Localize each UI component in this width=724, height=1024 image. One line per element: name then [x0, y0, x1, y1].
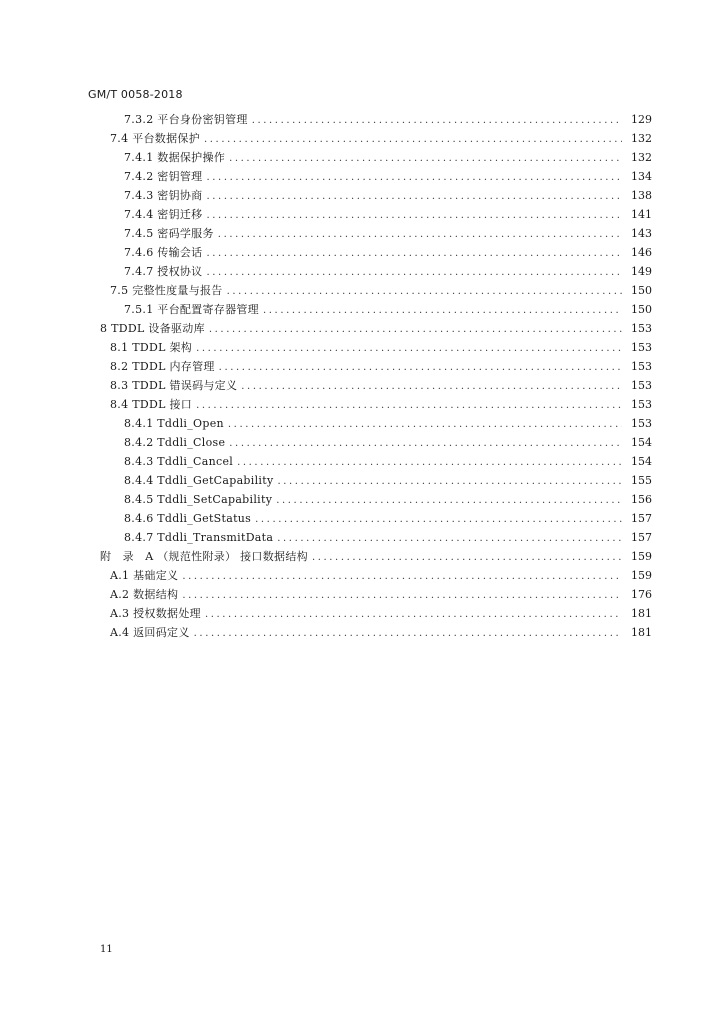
toc-entry-title: A.1 基础定义 [110, 569, 179, 582]
toc-entry-page: 132 [631, 151, 652, 164]
toc-entry[interactable] [100, 224, 652, 243]
toc-leader-dots [227, 282, 622, 301]
toc-entry[interactable] [100, 205, 652, 224]
toc-entry-page: 134 [631, 170, 652, 183]
toc-entry[interactable] [100, 319, 652, 338]
toc-leader-dots [228, 415, 622, 434]
toc-leader-dots [237, 453, 622, 472]
toc-entry-title: 7.4.5 密码学服务 [124, 227, 214, 240]
toc-entry-title: 8.4.2 Tddli_Close [124, 436, 226, 449]
toc-entry[interactable] [100, 110, 652, 129]
toc-leader-dots [241, 377, 622, 396]
toc-entry-title: 8.4.1 Tddli_Open [124, 417, 224, 430]
toc-entry-page: 153 [631, 417, 652, 430]
toc-entry-title: 7.4.7 授权协议 [124, 265, 203, 278]
toc-entry-title: 附 录 A （规范性附录） 接口数据结构 [100, 550, 308, 563]
toc-leader-dots [194, 624, 622, 643]
toc-entry[interactable] [100, 547, 652, 566]
toc-entry-page: 159 [631, 569, 652, 582]
toc-leader-dots [207, 263, 623, 282]
toc-leader-dots [277, 472, 622, 491]
page-number: 11 [100, 944, 113, 955]
toc-entry-title: 8.4.7 Tddli_TransmitData [124, 531, 274, 544]
toc-entry[interactable] [100, 281, 652, 300]
toc-entry[interactable] [100, 623, 652, 642]
toc-leader-dots [263, 301, 622, 320]
toc-entry[interactable] [100, 186, 652, 205]
toc-leader-dots [205, 605, 622, 624]
toc-entry-page: 181 [631, 607, 652, 620]
table-of-contents [100, 110, 652, 642]
toc-entry-title: 8.3 TDDL 错误码与定义 [110, 379, 238, 392]
toc-leader-dots [207, 187, 623, 206]
toc-entry-page: 153 [631, 379, 652, 392]
toc-leader-dots [209, 320, 622, 339]
toc-entry-title: 7.4.3 密钥协商 [124, 189, 203, 202]
toc-entry[interactable] [100, 471, 652, 490]
toc-leader-dots [207, 244, 623, 263]
toc-entry-title: 8.4.4 Tddli_GetCapability [124, 474, 274, 487]
toc-entry-page: 146 [631, 246, 652, 259]
toc-entry-title: 8.4.6 Tddli_GetStatus [124, 512, 252, 525]
toc-entry-title: 8.2 TDDL 内存管理 [110, 360, 215, 373]
toc-entry[interactable] [100, 509, 652, 528]
toc-leader-dots [219, 358, 622, 377]
toc-leader-dots [218, 225, 622, 244]
toc-entry-page: 132 [631, 132, 652, 145]
toc-entry-title: 8.4 TDDL 接口 [110, 398, 193, 411]
toc-entry-title: 7.4.2 密钥管理 [124, 170, 203, 183]
toc-entry[interactable] [100, 357, 652, 376]
toc-entry-page: 153 [631, 322, 652, 335]
toc-entry[interactable] [100, 338, 652, 357]
toc-entry-page: 138 [631, 189, 652, 202]
toc-entry-page: 150 [631, 303, 652, 316]
toc-leader-dots [207, 168, 623, 187]
toc-entry[interactable] [100, 262, 652, 281]
toc-entry[interactable] [100, 395, 652, 414]
toc-entry-page: 150 [631, 284, 652, 297]
document-code: GM/T 0058-2018 [88, 88, 183, 101]
toc-entry-title: A.4 返回码定义 [110, 626, 190, 639]
toc-entry[interactable] [100, 167, 652, 186]
toc-entry-title: 7.4.6 传输会话 [124, 246, 203, 259]
toc-entry-title: 7.4.1 数据保护操作 [124, 151, 226, 164]
toc-entry[interactable] [100, 433, 652, 452]
toc-entry-title: 8.4.5 Tddli_SetCapability [124, 493, 273, 506]
toc-entry[interactable] [100, 300, 652, 319]
toc-leader-dots [196, 396, 622, 415]
toc-entry[interactable] [100, 490, 652, 509]
toc-entry[interactable] [100, 376, 652, 395]
toc-entry-page: 153 [631, 398, 652, 411]
toc-entry-page: 154 [631, 455, 652, 468]
toc-entry-page: 153 [631, 360, 652, 373]
toc-leader-dots [182, 567, 622, 586]
toc-leader-dots [182, 586, 622, 605]
toc-leader-dots [229, 149, 622, 168]
toc-entry-page: 153 [631, 341, 652, 354]
toc-entry[interactable] [100, 585, 652, 604]
toc-entry[interactable] [100, 148, 652, 167]
toc-leader-dots [312, 548, 622, 567]
toc-entry[interactable] [100, 414, 652, 433]
toc-leader-dots [204, 130, 622, 149]
toc-entry[interactable] [100, 528, 652, 547]
toc-entry-page: 143 [631, 227, 652, 240]
toc-entry[interactable] [100, 129, 652, 148]
toc-entry-title: A.3 授权数据处理 [110, 607, 201, 620]
toc-leader-dots [229, 434, 622, 453]
toc-entry[interactable] [100, 452, 652, 471]
toc-leader-dots [276, 491, 622, 510]
toc-entry-page: 157 [631, 512, 652, 525]
toc-leader-dots [277, 529, 622, 548]
toc-entry-title: 7.5 完整性度量与报告 [110, 284, 223, 297]
toc-entry-page: 149 [631, 265, 652, 278]
toc-entry-page: 141 [631, 208, 652, 221]
toc-entry-page: 159 [631, 550, 652, 563]
toc-entry-page: 154 [631, 436, 652, 449]
toc-entry-title: 8 TDDL 设备驱动库 [100, 322, 205, 335]
toc-entry-title: 7.4.4 密钥迁移 [124, 208, 203, 221]
toc-entry-title: 7.3.2 平台身份密钥管理 [124, 113, 248, 126]
toc-entry-page: 176 [631, 588, 652, 601]
toc-entry[interactable] [100, 243, 652, 262]
toc-entry-title: 7.5.1 平台配置寄存器管理 [124, 303, 259, 316]
toc-entry-page: 157 [631, 531, 652, 544]
toc-entry-title: A.2 数据结构 [110, 588, 179, 601]
toc-leader-dots [207, 206, 623, 225]
toc-entry-page: 155 [631, 474, 652, 487]
toc-leader-dots [255, 510, 622, 529]
toc-entry-page: 181 [631, 626, 652, 639]
toc-leader-dots [196, 339, 622, 358]
toc-entry-title: 7.4 平台数据保护 [110, 132, 200, 145]
toc-entry-page: 156 [631, 493, 652, 506]
toc-entry-title: 8.1 TDDL 架构 [110, 341, 193, 354]
toc-entry[interactable] [100, 566, 652, 585]
toc-leader-dots [252, 111, 622, 130]
toc-entry-title: 8.4.3 Tddli_Cancel [124, 455, 234, 468]
toc-entry[interactable] [100, 604, 652, 623]
toc-entry-page: 129 [631, 113, 652, 126]
